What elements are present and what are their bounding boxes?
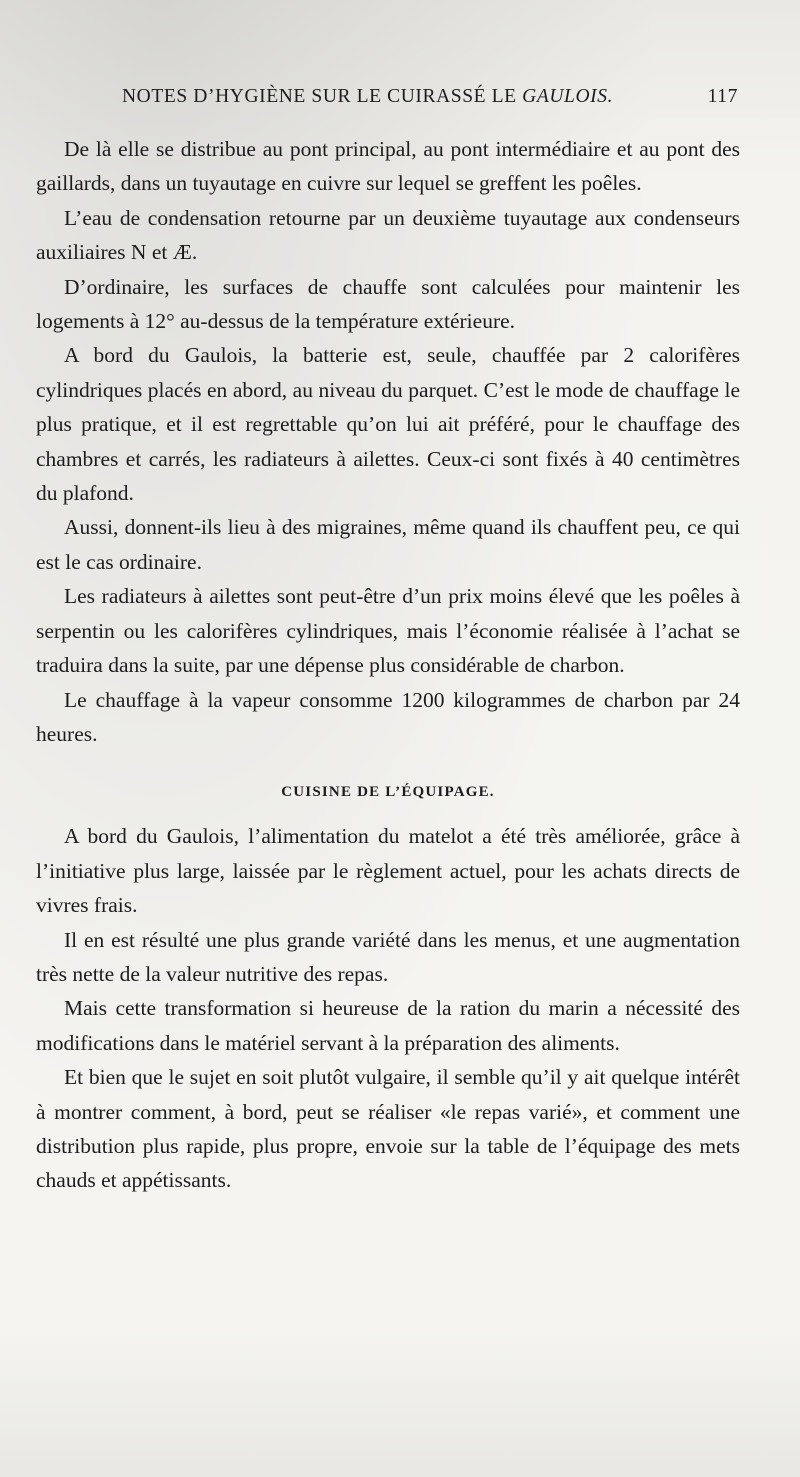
running-title <box>122 86 613 108</box>
paragraph: D’ordinaire, les surfaces de chauffe sont calculées pour maintenir les logements à 12° au-dessus de la température extérieure. <box>36 274 740 334</box>
paragraph: L’eau de condensation retourne par un deuxième tuyautage aux condenseurs auxiliaires N et Æ. <box>36 205 740 265</box>
paragraph: A bord du Gaulois, l’alimentation du matelot a été très améliorée, grâce à l’initiative plus large, laissée par le règlement actuel, pour les achats directs de vivres frais. <box>36 824 740 918</box>
body-text <box>36 132 740 1198</box>
running-title-ship-name: GAULOIS. <box>522 86 614 107</box>
paragraph: Mais cette transformation si heureuse de la ration du marin a nécessité des modifications dans le matériel servant à la préparation des aliments. <box>36 996 740 1055</box>
paragraph: Aussi, donnent-ils lieu à des migraines, même quand ils chauffent peu, ce qui est le cas ordinaire. <box>36 515 740 574</box>
paragraph: Le chauffage à la vapeur consomme 1200 kilogrammes de charbon par 24 heures. <box>36 687 740 746</box>
section-heading: CUISINE DE L’ÉQUIPAGE. <box>281 784 495 801</box>
paragraph: A bord du Gaulois, la batterie est, seule, chauffée par 2 calorifères cylindriques placés en abord, au niveau du parquet. C’est le mode de chauffage le plus pratique, et il est regrettable qu’on lui ait préféré, pour le chauffage des chambres et carrés, les radiateurs à ailettes. Ceux-ci sont fixés à 40 centimètres du plafond. <box>36 343 740 506</box>
page-number: 117 <box>707 86 738 107</box>
paragraph: De là elle se distribue au pont principal, au pont intermédiaire et au pont des gaillards, dans un tuyautage en cuivre sur lequel se greffent les poêles. <box>36 137 740 196</box>
paragraph: Et bien que le sujet en soit plutôt vulgaire, il semble qu’il y ait quelque intérêt à montrer comment, à bord, peut se réaliser «le repas varié», et comment une distribution plus rapide, plus propre, envoie sur la table de l’équipage des mets chauds et appétissants. <box>36 1065 740 1193</box>
running-title-text: NOTES D’HYGIÈNE SUR LE CUIRASSÉ LE <box>122 86 523 107</box>
paragraph: Il en est résulté une plus grande variété dans les menus, et une augmentation très nette de la valeur nutritive des repas. <box>36 927 740 986</box>
paragraph: Les radiateurs à ailettes sont peut-être d’un prix moins élevé que les poêles à serpentin ou les calorifères cylindriques, mais l’économie réalisée à l’achat se traduira dans la suite, par une dépense plus considérable de charbon. <box>36 584 740 678</box>
running-header <box>62 86 738 118</box>
